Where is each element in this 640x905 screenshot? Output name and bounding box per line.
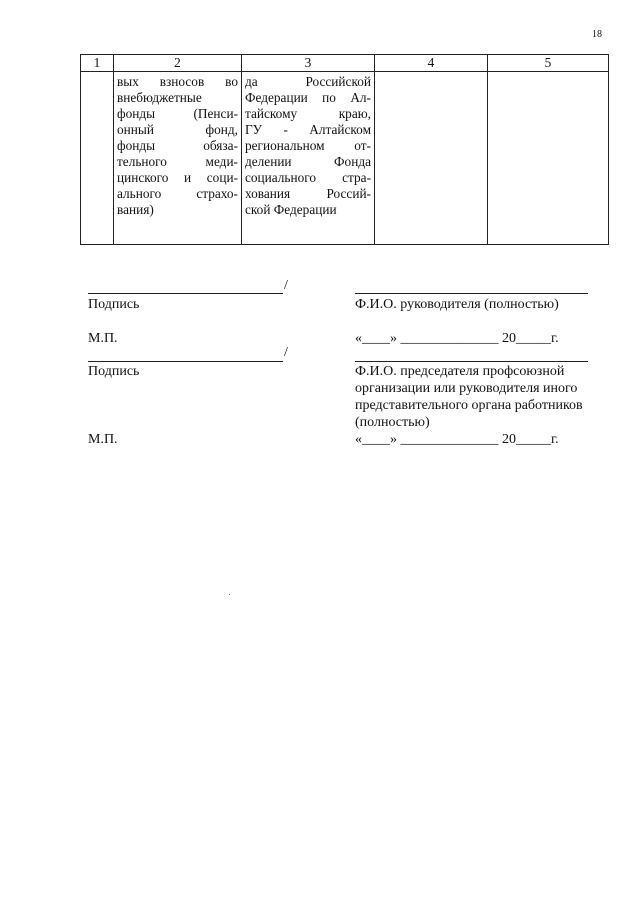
- cell-col-3-line: делении Фонда: [245, 154, 371, 169]
- cell-col-3-line: хования Россий-: [245, 186, 371, 201]
- head-fio-label: Ф.И.О. руководителя (полностью): [355, 297, 559, 312]
- cell-col-3-line: да Российской: [245, 74, 371, 89]
- cell-col-2-line: фонды (Пенси-: [117, 106, 238, 121]
- column-header-5: 5: [488, 55, 609, 72]
- cell-col-3-line: региональном от-: [245, 138, 371, 153]
- stamp-label: М.П.: [88, 331, 118, 346]
- signature-label: Подпись: [88, 297, 140, 312]
- signature-slash: /: [284, 278, 288, 293]
- column-header-4: 4: [375, 55, 488, 72]
- column-header-2: 2: [114, 55, 242, 72]
- signature-line: [88, 293, 283, 294]
- column-header-1: 1: [81, 55, 114, 72]
- cell-col-3-line: Федерации по Ал-: [245, 90, 371, 105]
- name-line: [355, 361, 588, 362]
- name-line: [355, 293, 588, 294]
- cell-col-3-line: ской Федерации: [245, 202, 337, 217]
- cell-col-2-line: цинского и соци-: [117, 170, 238, 185]
- stamp-label: М.П.: [88, 432, 118, 447]
- cell-col-3-line: ГУ - Алтайском: [245, 122, 371, 137]
- union-fio-label: Ф.И.О. председателя профсоюзной организации или руководителя иного представительного органа работников (полностью): [355, 364, 583, 430]
- scan-speck: [229, 594, 230, 595]
- cell-col-3-line: социального стра-: [245, 170, 371, 185]
- date-line: «____» ______________ 20_____г.: [355, 331, 559, 346]
- signature-label: Подпись: [88, 364, 140, 379]
- cell-col-2-line: фонды обяза-: [117, 138, 238, 153]
- column-header-3: 3: [242, 55, 375, 72]
- cell-col-3-line: тайскому краю,: [245, 106, 371, 121]
- cell-col-2-line: вых взносов во: [117, 74, 238, 89]
- page-number: 18: [592, 29, 602, 40]
- cell-col-2-line: вания): [117, 202, 154, 217]
- date-line: «____» ______________ 20_____г.: [355, 432, 559, 447]
- signature-line: [88, 361, 283, 362]
- cell-col-2-line: внебюджетные: [117, 90, 202, 105]
- cell-col-2-line: ального страхо-: [117, 186, 238, 201]
- cell-col-2-line: онный фонд,: [117, 122, 238, 137]
- cell-col-2-line: тельного меди-: [117, 154, 238, 169]
- signature-slash: /: [284, 345, 288, 360]
